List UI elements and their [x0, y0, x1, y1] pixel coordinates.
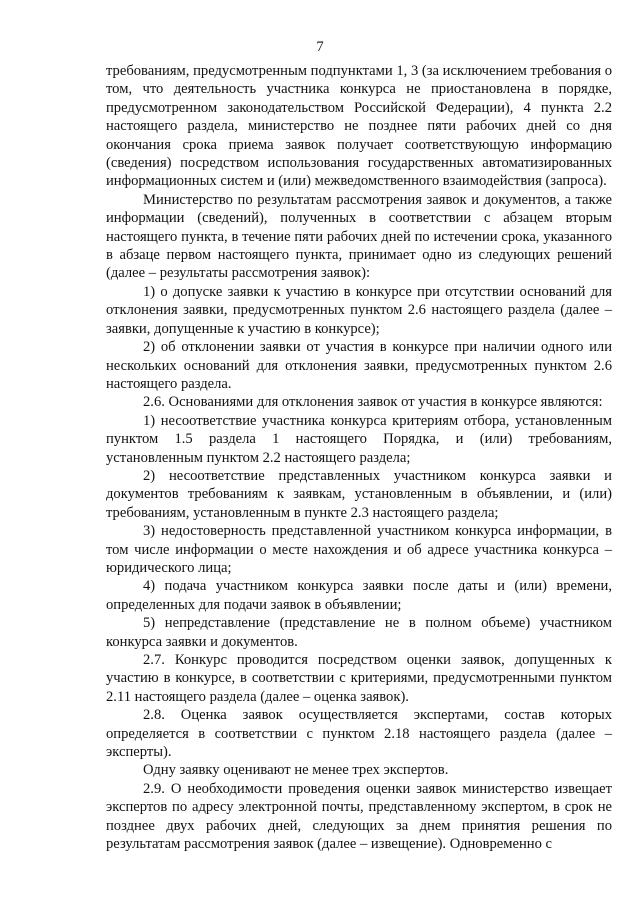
paragraph-2-8: 2.8. Оценка заявок осуществляется экспертами, состав которых определяется в соответствии с пунктом 2.18 настоящего раздела (далее – эксперты). — [106, 707, 612, 761]
list-item-admission: 1) о допуске заявки к участию в конкурсе при отсутствии оснований для отклонения заявки, предусмотренных пунктом 2.6 настоящего раздела (далее – заявки, допущенные к участию в конкурсе); — [106, 283, 612, 337]
paragraph-continuation: требованиям, предусмотренным подпунктами 1, 3 (за исключением требования о том, что деятельность участника конкурса не приостановлена в порядке, предусмотренном законодательством Российской Федерации), 4 пункта 2.2 настоящего раздела, министерство не позднее пяти рабочих дней со дня окончания срока приема заявок получает соответствующую информацию (сведения) посредством использования государственных автоматизированных информационных систем и (или) межведомственного взаимодействия (запроса). — [106, 63, 612, 190]
paragraph-results-decision: Министерство по результатам рассмотрения заявок и документов, а также информации (сведений), полученных в соответствии с абзацем вторым настоящего пункта, в течение пяти рабочих дней по истечении срока, указанного в абзаце первом настоящего пункта, принимает одно из следующих решений (далее – результаты рассмотрения заявок): — [106, 191, 612, 282]
page-number: 7 — [316, 39, 324, 55]
paragraph-2-9: 2.9. О необходимости проведения оценки заявок министерство извещает экспертов по адресу электронной почты, представленному экспертом, в срок не позднее двух рабочих дней, следующих за днем принятия решения по результатам рассмотрения заявок (далее – извещение). Одновременно с — [106, 780, 612, 853]
list-item-criteria-mismatch: 1) несоответствие участника конкурса критериям отбора, установленным пунктом 1.5 раздела 1 настоящего Порядка, и (или) требованиям, установленным пунктом 2.2 настоящего раздела; — [106, 412, 612, 466]
paragraph-experts-count: Одну заявку оценивают не менее трех экспертов. — [143, 762, 449, 779]
list-item-documents-mismatch: 2) несоответствие представленных участником конкурса заявки и документов требованиям к заявкам, установленным в объявлении, и (или) требованиям, установленным в пункте 2.3 настоящего раздела; — [106, 467, 612, 521]
paragraph-2-7: 2.7. Конкурс проводится посредством оценки заявок, допущенных к участию в конкурсе, в соответствии с критериями, предусмотренными пунктом 2.11 настоящего раздела (далее – оценка заявок). — [106, 652, 612, 705]
list-item-false-information: 3) недостоверность представленной участником конкурса информации, в том числе информации о месте нахождения и об адресе участника конкурса – юридического лица; — [106, 523, 612, 576]
list-item-late-submission: 4) подача участником конкурса заявки после даты и (или) времени, определенных для подачи заявок в объявлении; — [106, 578, 612, 613]
list-item-rejection: 2) об отклонении заявки от участия в конкурсе при наличии одного или нескольких оснований для отклонения заявки, предусмотренных пунктом 2.6 настоящего раздела. — [106, 339, 612, 392]
list-item-missing-documents: 5) непредставление (представление не в полном объеме) участником конкурса заявки и документов. — [106, 615, 612, 650]
paragraph-2-6-heading: 2.6. Основаниями для отклонения заявок от участия в конкурсе являются: — [143, 394, 603, 411]
document-body — [106, 62, 612, 853]
